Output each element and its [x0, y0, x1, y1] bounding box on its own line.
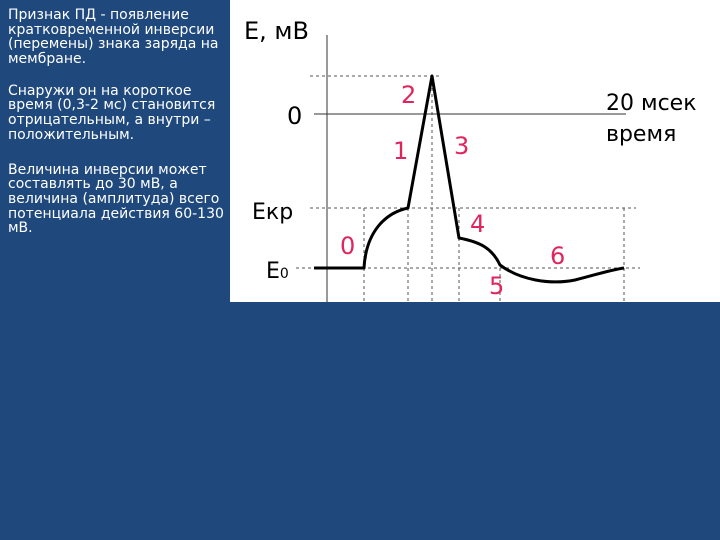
x-axis-time-scale: 20 мсек: [606, 91, 697, 116]
level-zero-label: 0: [287, 102, 303, 130]
level-e0-subscript: 0: [279, 266, 289, 282]
diagram-svg: [230, 0, 720, 302]
level-e0-main: Е: [266, 259, 280, 284]
phase-2-label: 2: [401, 81, 417, 109]
action-potential-diagram: [230, 0, 720, 302]
action-potential-curve: [314, 76, 624, 282]
description-text: [8, 8, 226, 256]
x-axis-label: время: [606, 122, 677, 147]
paragraph-magnitude: Величина инверсии может составлять до 30 мВ, а величина (амплитуда) всего потенциала действия 60-130 мВ.: [8, 161, 224, 237]
phase-3-label: 3: [454, 132, 470, 160]
phase-1-label: 1: [393, 137, 409, 165]
level-ekr-label: Екр: [252, 200, 294, 225]
paragraph-outside-inside: Снаружи он на короткое время (0,3-2 мс) становится отрицательным, а внутри – положительным.: [8, 82, 216, 143]
y-axis-label: Е, мВ: [244, 17, 309, 45]
level-e0-label: [266, 259, 289, 284]
phase-4-label: 4: [470, 210, 486, 238]
phase-5-label: 5: [489, 272, 505, 300]
paragraph-definition: Признак ПД - появление кратковременной инверсии (перемены) знака заряда на мембране.: [8, 7, 219, 68]
phase-6-label: 6: [550, 242, 566, 270]
phase-0-label: 0: [340, 232, 356, 260]
